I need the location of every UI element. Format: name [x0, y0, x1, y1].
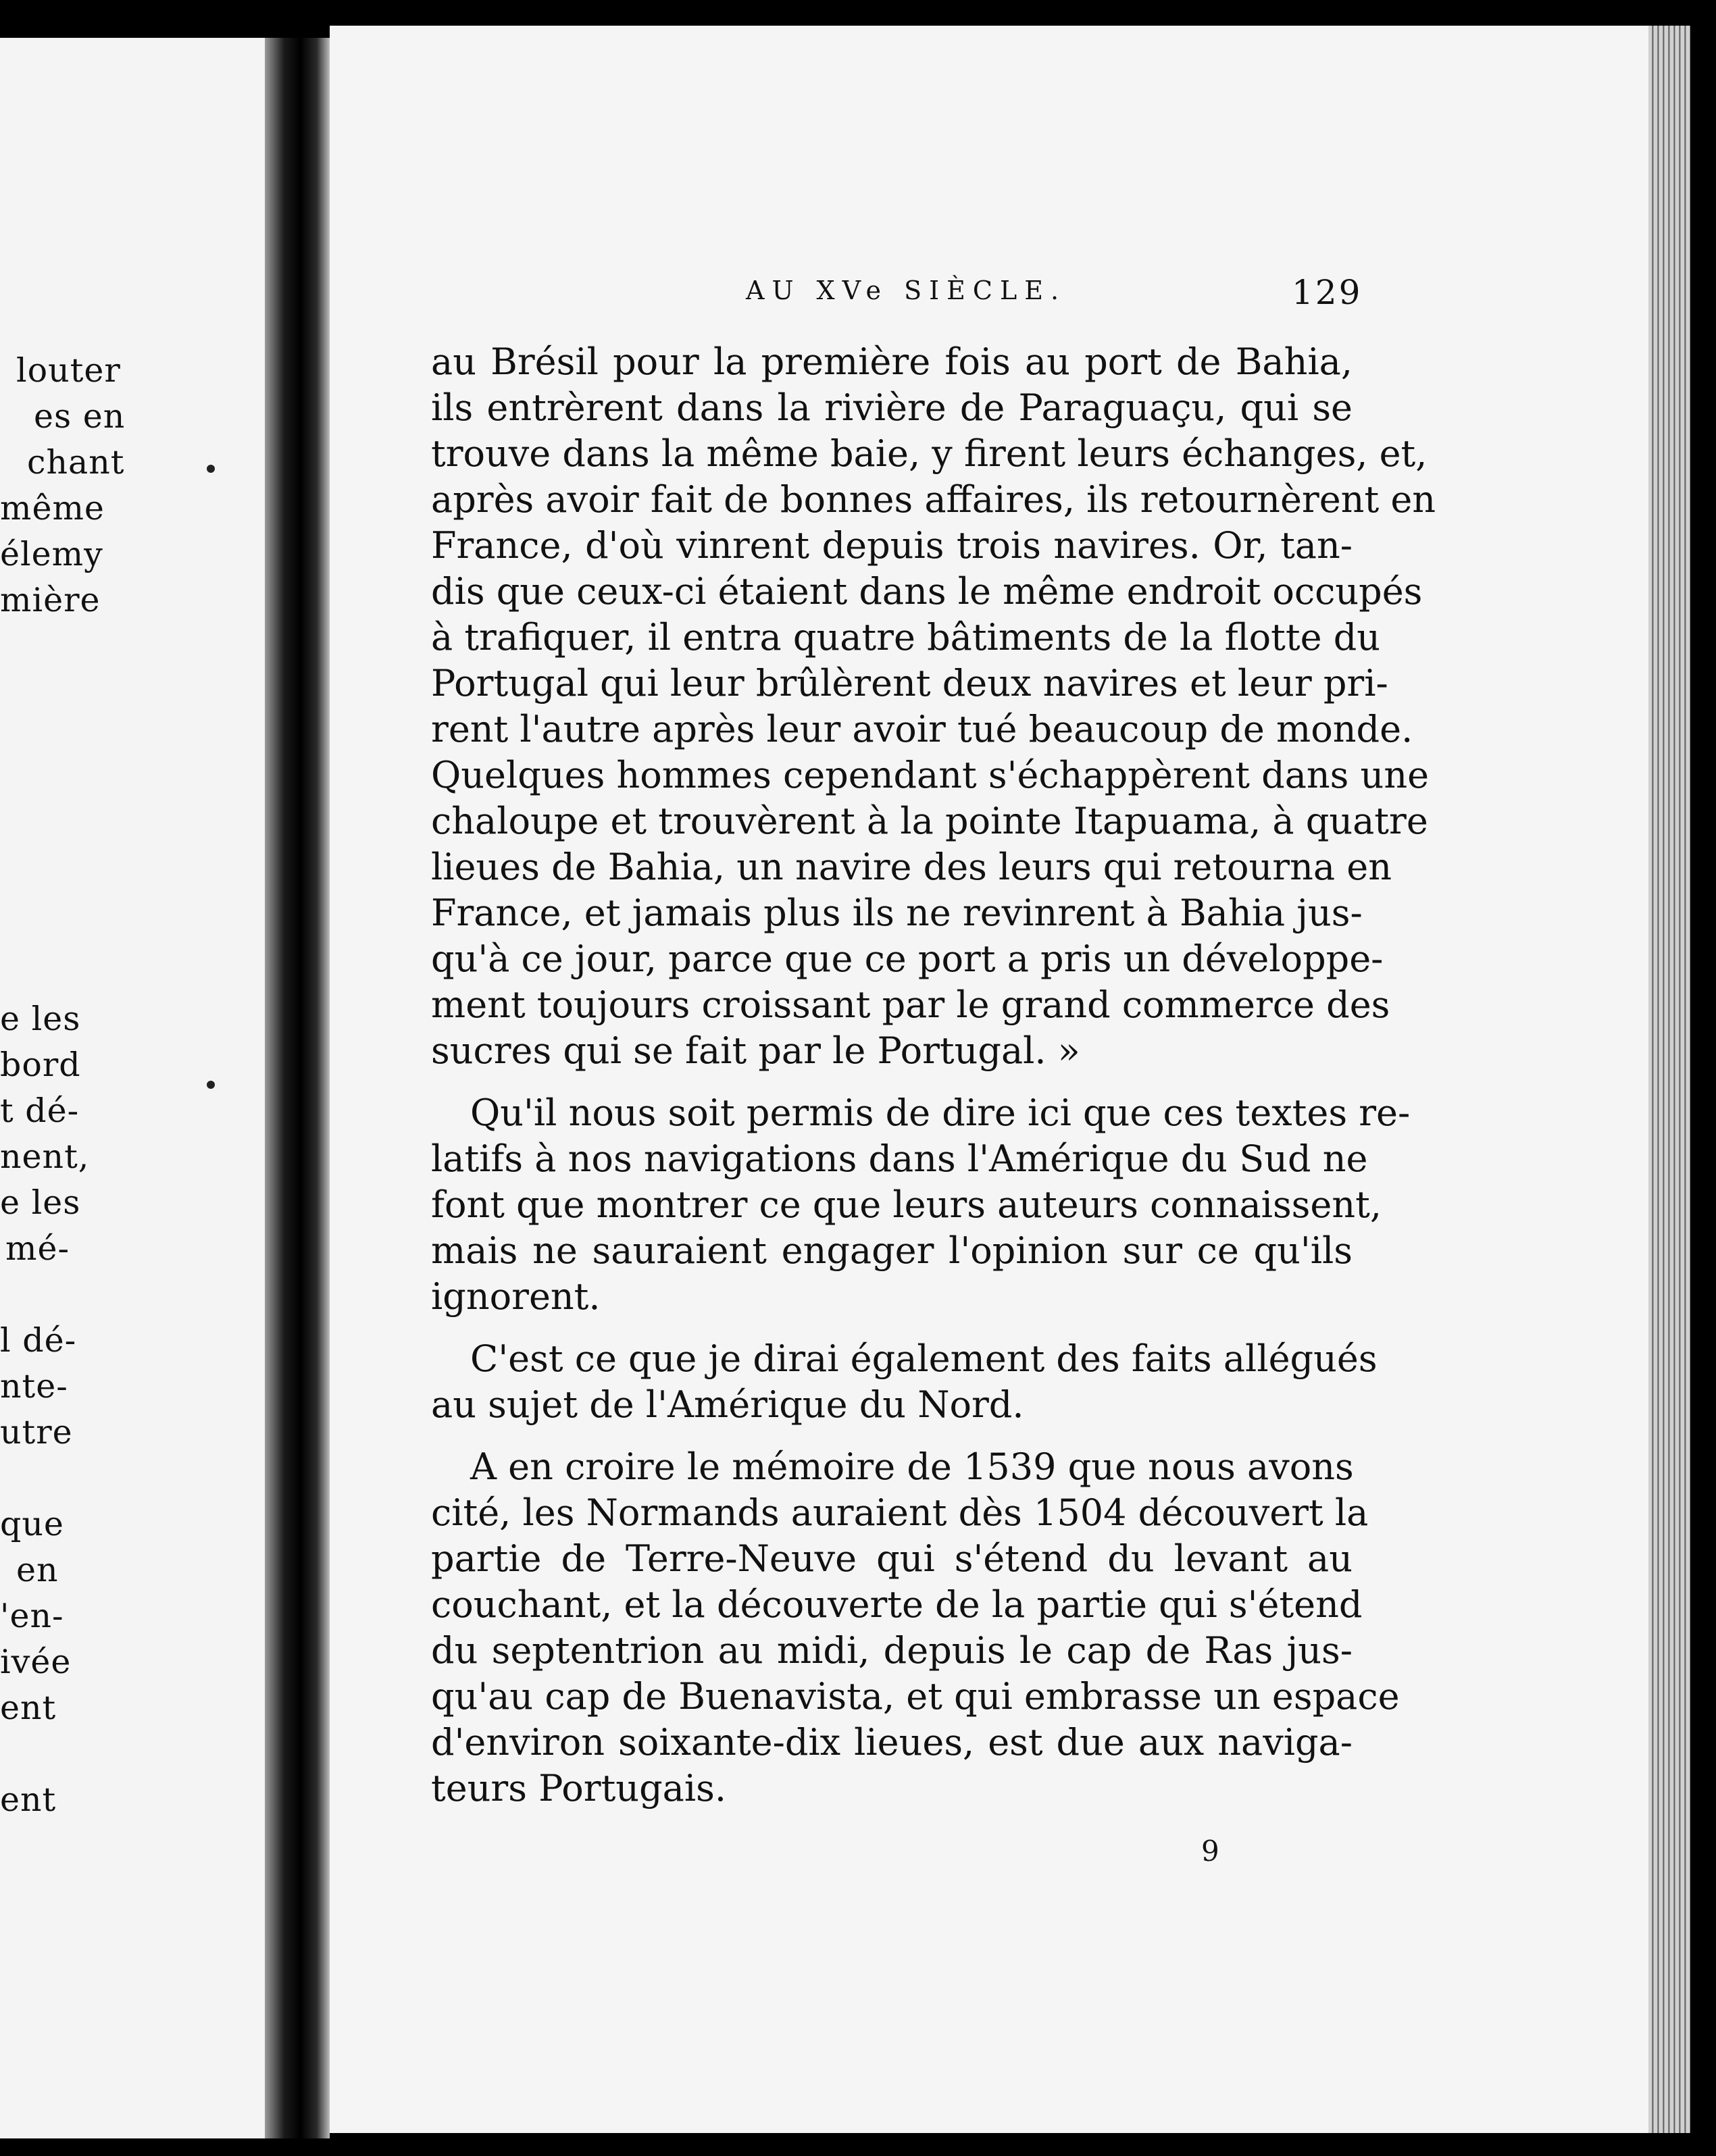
text-line: ils entrèrent dans la rivière de Paraguaçu, qui se — [431, 386, 1353, 429]
left-page-line: utre — [0, 1413, 73, 1452]
left-page-line: mé- — [5, 1229, 70, 1268]
text-line: du septentrion au midi, depuis le cap de Ras jus- — [431, 1629, 1353, 1672]
text-line: partie de Terre-Neuve qui s'étend du levant au — [431, 1537, 1353, 1580]
text-line: lieues de Bahia, un navire des leurs qui retourna en — [431, 846, 1392, 888]
text-line: qu'au cap de Buenavista, et qui embrasse un espace — [431, 1675, 1400, 1718]
text-line: Portugal qui leur brûlèrent deux navires et leur pri- — [431, 662, 1388, 704]
text-line: au Brésil pour la première fois au port de Bahia, — [431, 340, 1353, 383]
left-page-line: 'en- — [0, 1597, 64, 1635]
text-line: ignorent. — [431, 1275, 601, 1318]
left-page-line: en — [16, 1551, 59, 1589]
left-page-line: ent — [0, 1689, 57, 1727]
left-page-line: même — [0, 489, 105, 528]
left-page-line: élemy — [0, 535, 103, 573]
left-page-line: mière — [0, 581, 101, 619]
text-line: après avoir fait de bonnes affaires, ils retournèrent en — [431, 478, 1436, 521]
text-line: trouve dans la même baie, y firent leurs échanges, et, — [431, 432, 1428, 475]
text-line: cité, les Normands auraient dès 1504 découvert la — [431, 1491, 1369, 1534]
text-line: A en croire le mémoire de 1539 que nous avons — [470, 1445, 1354, 1488]
text-line: mais ne sauraient engager l'opinion sur ce qu'ils — [431, 1229, 1353, 1272]
left-page-line: l dé- — [0, 1321, 77, 1360]
left-page-line: t dé- — [0, 1092, 80, 1130]
running-head: AU XVe SIÈCLE. — [746, 276, 1067, 305]
left-page-line: bord — [0, 1046, 81, 1084]
left-page-line: nte- — [0, 1367, 68, 1406]
text-line: teurs Portugais. — [431, 1767, 726, 1810]
text-line: Qu'il nous soit permis de dire ici que ces textes re- — [470, 1092, 1411, 1134]
margin-dot — [207, 465, 215, 473]
text-line: France, d'où vinrent depuis trois navires. Or, tan- — [431, 524, 1353, 567]
text-line: ment toujours croissant par le grand commerce des — [431, 983, 1390, 1026]
book-gutter — [265, 38, 330, 2138]
left-page-line: ent — [0, 1780, 57, 1819]
page-edges — [1648, 26, 1690, 2133]
page-number: 129 — [1292, 273, 1363, 312]
left-page-line: e les — [0, 1183, 81, 1222]
left-page-line: es en — [34, 397, 126, 436]
signature-mark: 9 — [1201, 1834, 1219, 1868]
left-page-fragment — [0, 38, 266, 2138]
body-text — [431, 339, 1436, 1812]
text-line: dis que ceux-ci étaient dans le même endroit occupés — [431, 570, 1423, 613]
margin-dot — [207, 1081, 215, 1089]
text-line: Quelques hommes cependant s'échappèrent dans une — [431, 754, 1430, 796]
left-page-line: nent, — [0, 1137, 90, 1176]
text-line: C'est ce que je dirai également des faits allégués — [470, 1337, 1378, 1380]
text-line: France, et jamais plus ils ne revinrent à Bahia jus- — [431, 892, 1363, 934]
text-line: au sujet de l'Amérique du Nord. — [431, 1383, 1024, 1426]
text-line: rent l'autre après leur avoir tué beaucoup de monde. — [431, 708, 1413, 750]
left-page-line: e les — [0, 1000, 81, 1038]
text-line: latifs à nos navigations dans l'Amérique du Sud ne — [431, 1137, 1368, 1180]
left-page-line: chant — [27, 443, 125, 482]
text-line: à trafiquer, il entra quatre bâtiments de la flotte du — [431, 616, 1381, 659]
text-line: couchant, et la découverte de la partie qui s'étend — [431, 1583, 1363, 1626]
text-line: chaloupe et trouvèrent à la pointe Itapuama, à quatre — [431, 800, 1428, 842]
left-page-line: louter — [16, 351, 121, 390]
left-page-line: que — [0, 1505, 64, 1543]
text-line: sucres qui se fait par le Portugal. » — [431, 1029, 1080, 1072]
text-line: d'environ soixante-dix lieues, est due aux naviga- — [431, 1721, 1353, 1764]
text-line: font que montrer ce que leurs auteurs connaissent, — [431, 1183, 1382, 1226]
text-line: qu'à ce jour, parce que ce port a pris un développe- — [431, 938, 1384, 980]
left-page-line: ivée — [0, 1643, 72, 1681]
